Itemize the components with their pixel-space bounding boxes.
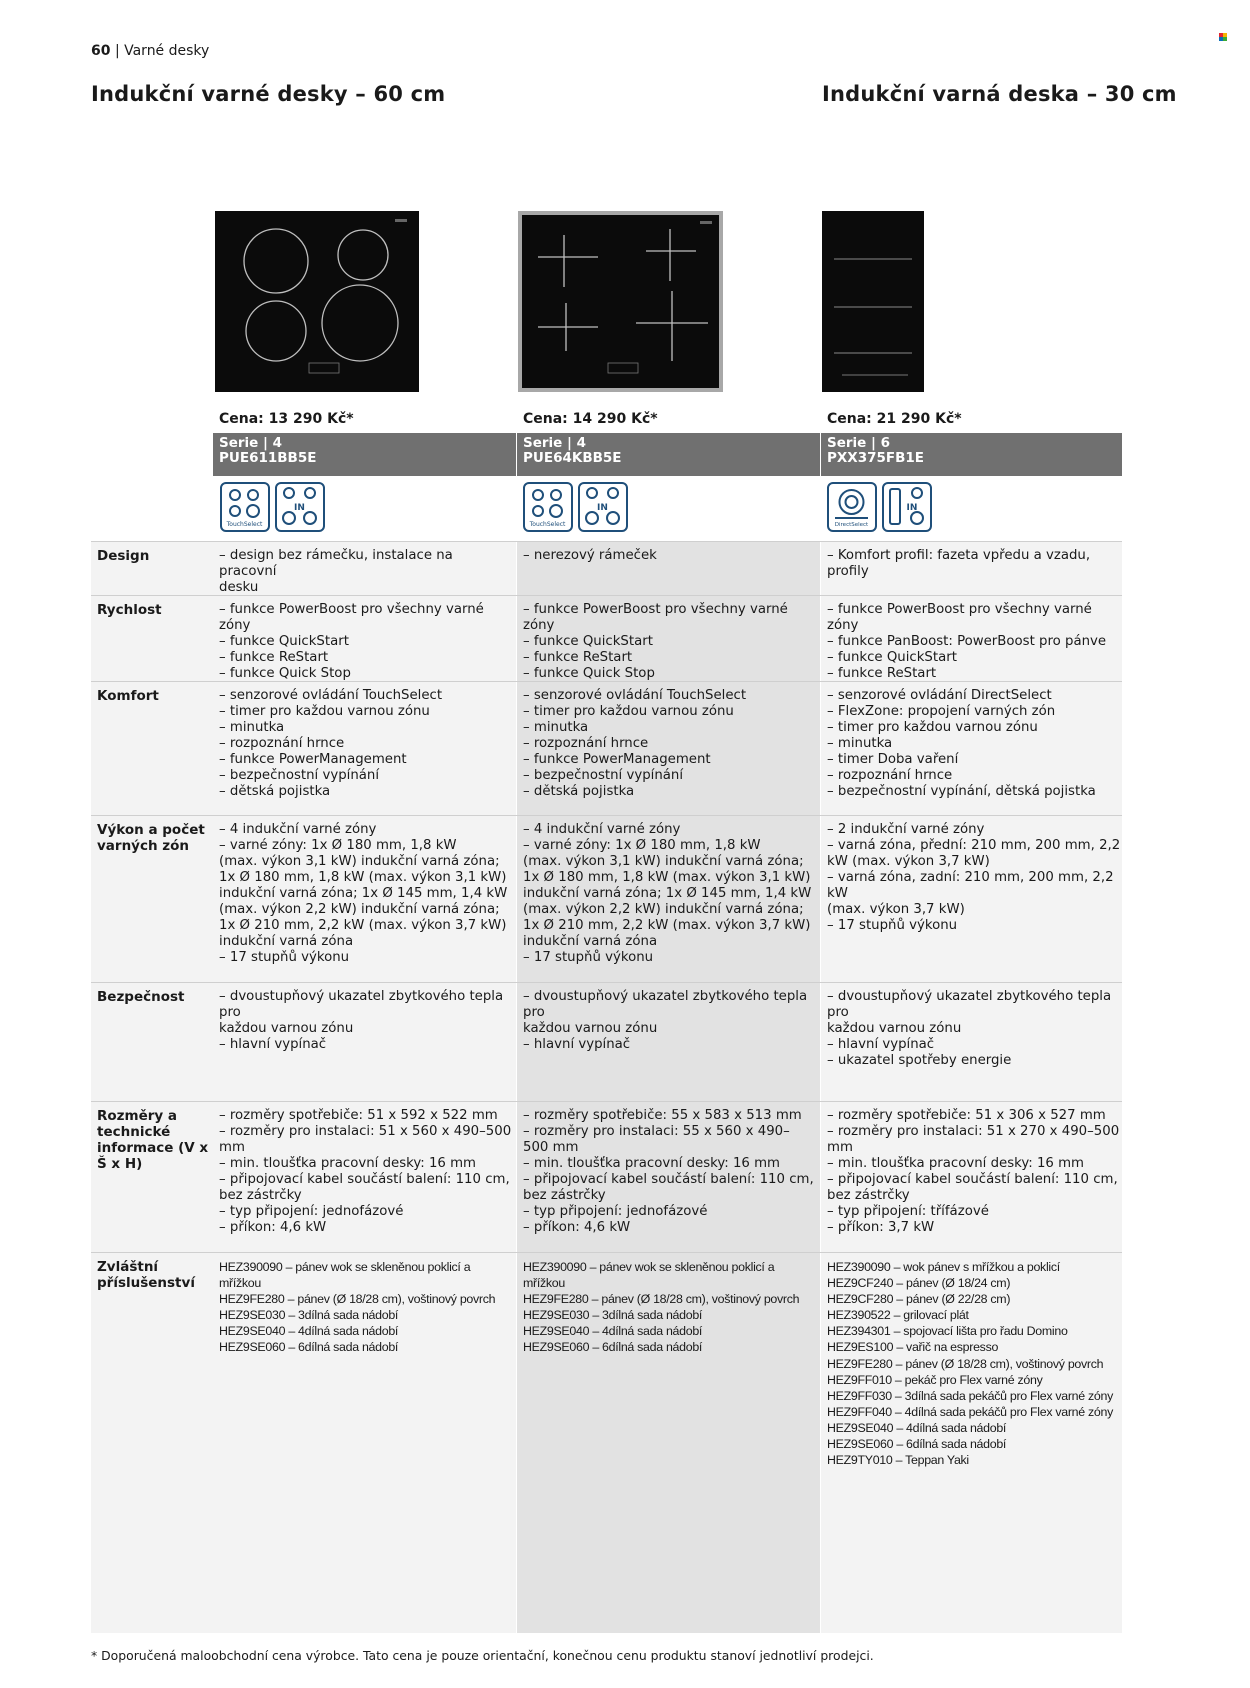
- feature-icons-1: [220, 482, 330, 535]
- prislusenstvi-cell-3: HEZ390090 – wok pánev s mřížkou a poklicí HEZ9CF240 – pánev (Ø 18/24 cm) HEZ9CF280 – pánev (Ø 22/28 cm) HEZ390522 – grilovací plát HEZ394301 – spojovací lišta pro řadu Domino HEZ9ES100 – vařič na espresso HEZ9FE280 – pánev (Ø 18/28 cm), voštinový povrch HEZ9FF010 – pekáč pro Flex varné zóny HEZ9FF030 – 3dílná sada pekáčů pro Flex varné zóny HEZ9FF040 – 4dílná sada pekáčů pro Flex varné zóny HEZ9SE040 – 4dílná sada nádobí HEZ9SE060 – 6dílná sada nádobí HEZ9TY010 – Teppan Yaki: [827, 1260, 1113, 1468]
- row-label-rozmery: Rozměry a technické informace (V x Š x H): [97, 1108, 209, 1172]
- design-cell-3: – Komfort profil: fazeta vpředu a vzadu, profily: [827, 548, 1091, 579]
- komfort-cell-1: – senzorové ovládání TouchSelect – timer pro každou varnou zónu – minutka – rozpoznání hrnce – funkce PowerManagement – bezpečnostní vypínání – dětská pojistka: [219, 688, 443, 799]
- induction-text: IN: [597, 503, 608, 513]
- rozmery-cell-3: – rozměry spotřebiče: 51 x 306 x 527 mm – rozměry pro instalaci: 51 x 270 x 490–500 mm – min. tloušťka pracovní desky: 16 mm – připojovací kabel součástí balení: 110 cm, bez zástrčky – typ připojení: třífázové – příkon: 3,7 kW: [827, 1108, 1120, 1235]
- komfort-cell-2: – senzorové ovládání TouchSelect – timer pro každou varnou zónu – minutka – rozpoznání hrnce – funkce PowerManagement – bezpečnostní vypínání – dětská pojistka: [523, 688, 747, 799]
- rychlost-cell-3: – funkce PowerBoost pro všechny varné zóny – funkce PanBoost: PowerBoost pro pánve – funkce QuickStart – funkce ReStart: [827, 602, 1107, 681]
- rychlost-cell-1: – funkce PowerBoost pro všechny varné zóny – funkce QuickStart – funkce ReStart – funkce Quick Stop: [219, 602, 484, 681]
- rozmery-cell-2: – rozměry spotřebiče: 55 x 583 x 513 mm – rozměry pro instalaci: 55 x 560 x 490– 500 mm – min. tloušťka pracovní desky: 16 mm – připojovací kabel součástí balení: 110 cm, bez zástrčky – typ připojení: jednofázové – příkon: 4,6 kW: [523, 1108, 814, 1235]
- komfort-cell-3: – senzorové ovládání DirectSelect – FlexZone: propojení varných zón – timer pro každou varnou zónu – minutka – timer Doba vaření – rozpoznání hrnce – bezpečnostní vypínání, dětská pojistka: [827, 688, 1096, 799]
- row-divider: [91, 1252, 1122, 1253]
- section-name: Varné desky: [124, 43, 210, 59]
- product-image-2: [518, 211, 723, 392]
- design-cell-1: – design bez rámečku, instalace na pracovní desku: [219, 548, 453, 595]
- title-30cm: Indukční varná deska – 30 cm: [822, 82, 1177, 106]
- row-label-bezpecnost: Bezpečnost: [97, 989, 185, 1005]
- serie-label: Serie | 6: [827, 435, 891, 451]
- row-label-komfort: Komfort: [97, 688, 159, 704]
- row-label-design: Design: [97, 548, 150, 564]
- control-type-text: TouchSelect: [226, 521, 263, 528]
- model-number: PUE64KBB5E: [523, 450, 622, 466]
- feature-icons-2: [523, 482, 633, 535]
- induction-icon: [578, 482, 628, 532]
- row-label-vykon: Výkon a počet varných zón: [97, 822, 205, 854]
- prislusenstvi-cell-2: HEZ390090 – pánev wok se skleněnou poklicí a mřížkou HEZ9FE280 – pánev (Ø 18/28 cm), voštinový povrch HEZ9SE030 – 3dílná sada nádobí HEZ9SE040 – 4dílná sada nádobí HEZ9SE060 – 6dílná sada nádobí: [523, 1260, 800, 1355]
- model-number: PUE611BB5E: [219, 450, 317, 466]
- page-number: 60: [91, 43, 111, 59]
- vykon-cell-2: – 4 indukční varné zóny – varné zóny: 1x Ø 180 mm, 1,8 kW (max. výkon 3,1 kW) indukční varná zóna; 1x Ø 180 mm, 1,8 kW (max. výkon 3,1 kW) indukční varná zóna; 1x Ø 145 mm, 1,4 kW (max. výkon 2,2 kW) indukční varná zóna; 1x Ø 210 mm, 2,2 kW (max. výkon 3,7 kW) indukční varná zóna – 17 stupňů výkonu: [523, 822, 812, 965]
- induction-icon: [882, 482, 932, 532]
- induction-icon: [275, 482, 325, 532]
- product-image-3: [822, 211, 924, 392]
- serie-label: Serie | 4: [523, 435, 587, 451]
- row-divider: [91, 541, 1122, 542]
- bezpecnost-cell-1: – dvoustupňový ukazatel zbytkového tepla pro každou varnou zónu – hlavní vypínač: [219, 989, 504, 1052]
- rychlost-cell-2: – funkce PowerBoost pro všechny varné zóny – funkce QuickStart – funkce ReStart – funkce Quick Stop: [523, 602, 788, 681]
- running-header: [91, 43, 209, 59]
- row-divider: [91, 1101, 1122, 1102]
- model-number: PXX375FB1E: [827, 450, 925, 466]
- vykon-cell-3: – 2 indukční varné zóny – varná zóna, přední: 210 mm, 200 mm, 2,2 kW (max. výkon 3,7 kW) – varná zóna, zadní: 210 mm, 200 mm, 2,2 kW (max. výkon 3,7 kW) – 17 stupňů výkonu: [827, 822, 1121, 933]
- induction-text: IN: [294, 503, 305, 513]
- row-label-prislusenstvi: Zvláštní příslušenství: [97, 1259, 195, 1291]
- price-1: Cena: 13 290 Kč*: [219, 411, 354, 427]
- touchselect-icon: [220, 482, 270, 532]
- rozmery-cell-1: – rozměry spotřebiče: 51 x 592 x 522 mm – rozměry pro instalaci: 51 x 560 x 490–500 mm – min. tloušťka pracovní desky: 16 mm – připojovací kabel součástí balení: 110 cm, bez zástrčky – typ připojení: jednofázové – příkon: 4,6 kW: [219, 1108, 512, 1235]
- induction-text: IN: [906, 503, 918, 513]
- design-cell-2: – nerezový rámeček: [523, 548, 657, 563]
- serie-bar-2: [517, 433, 820, 476]
- bezpecnost-cell-3: – dvoustupňový ukazatel zbytkového tepla pro každou varnou zónu – hlavní vypínač – ukazatel spotřeby energie: [827, 989, 1112, 1068]
- serie-bar-3: [821, 433, 1122, 476]
- serie-bar-1: [213, 433, 516, 476]
- serie-label: Serie | 4: [219, 435, 283, 451]
- control-type-text: DirectSelect: [834, 522, 869, 528]
- header-separator: |: [114, 43, 120, 59]
- bezpecnost-cell-2: – dvoustupňový ukazatel zbytkového tepla pro každou varnou zónu – hlavní vypínač: [523, 989, 808, 1052]
- row-divider: [91, 982, 1122, 983]
- price-2: Cena: 14 290 Kč*: [523, 411, 658, 427]
- footnote: * Doporučená maloobchodní cena výrobce. Tato cena je pouze orientační, konečnou cenu produktu stanoví jednotliví prodejci.: [91, 1648, 874, 1663]
- price-3: Cena: 21 290 Kč*: [827, 411, 962, 427]
- label-column-bg: [91, 541, 213, 1633]
- control-type-text: TouchSelect: [529, 521, 566, 528]
- title-60cm: Indukční varné desky – 60 cm: [91, 82, 446, 106]
- product-image-1: [215, 211, 419, 392]
- touchselect-icon: [523, 482, 573, 532]
- brand-mark-icon: [1219, 33, 1227, 41]
- row-label-rychlost: Rychlost: [97, 602, 162, 618]
- prislusenstvi-cell-1: HEZ390090 – pánev wok se skleněnou poklicí a mřížkou HEZ9FE280 – pánev (Ø 18/28 cm), voštinový povrch HEZ9SE030 – 3dílná sada nádobí HEZ9SE040 – 4dílná sada nádobí HEZ9SE060 – 6dílná sada nádobí: [219, 1260, 496, 1355]
- directselect-icon: [827, 482, 877, 532]
- row-divider: [91, 815, 1122, 816]
- vykon-cell-1: – 4 indukční varné zóny – varné zóny: 1x Ø 180 mm, 1,8 kW (max. výkon 3,1 kW) indukční varná zóna; 1x Ø 180 mm, 1,8 kW (max. výkon 3,1 kW) indukční varná zóna; 1x Ø 145 mm, 1,4 kW (max. výkon 2,2 kW) indukční varná zóna; 1x Ø 210 mm, 2,2 kW (max. výkon 3,7 kW) indukční varná zóna – 17 stupňů výkonu: [219, 822, 508, 965]
- feature-icons-3: [827, 482, 937, 535]
